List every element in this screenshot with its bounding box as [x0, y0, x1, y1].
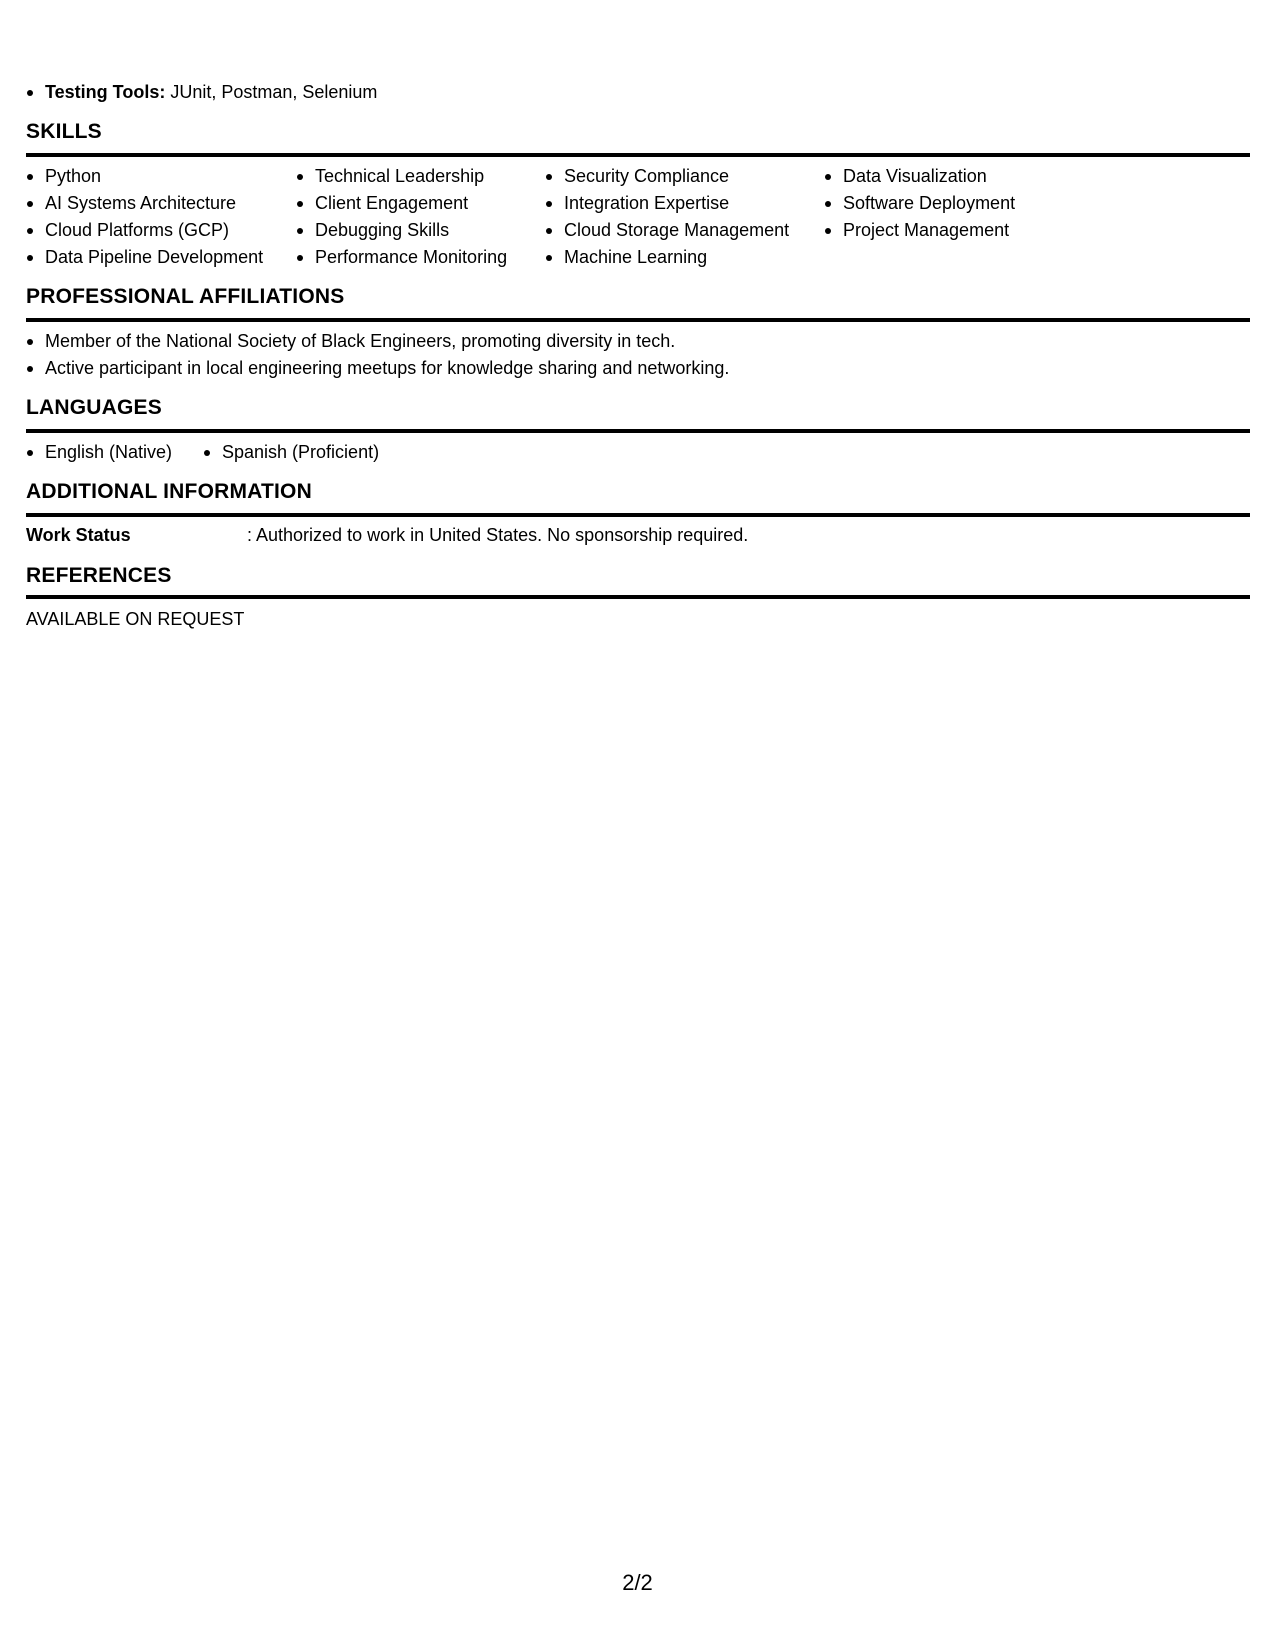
section-title-skills: SKILLS [26, 120, 102, 143]
affiliations-list [26, 328, 729, 382]
section-title-additional-information: ADDITIONAL INFORMATION [26, 480, 312, 503]
section-divider [26, 429, 1250, 433]
section-divider [26, 595, 1250, 599]
section-title-affiliations: PROFESSIONAL AFFILIATIONS [26, 285, 345, 308]
skill-item: Data Pipeline Development [26, 244, 296, 271]
language-item: English (Native) [26, 439, 203, 466]
section-title-references: REFERENCES [26, 564, 172, 587]
skill-item: Client Engagement [296, 190, 545, 217]
skill-item: Machine Learning [545, 244, 824, 271]
skill-item: Data Visualization [824, 163, 1084, 190]
skill-item: Integration Expertise [545, 190, 824, 217]
section-divider [26, 513, 1250, 517]
item-label: Testing Tools: [45, 82, 166, 102]
skill-item: AI Systems Architecture [26, 190, 296, 217]
affiliation-item: Active participant in local engineering meetups for knowledge sharing and networking. [26, 355, 729, 382]
skill-item: Cloud Platforms (GCP) [26, 217, 296, 244]
skills-column [545, 163, 824, 271]
work-status-value: : Authorized to work in United States. No sponsorship required. [247, 525, 749, 545]
skill-item: Debugging Skills [296, 217, 545, 244]
section-title-languages: LANGUAGES [26, 396, 162, 419]
skill-item: Security Compliance [545, 163, 824, 190]
list-item [26, 79, 377, 106]
skill-item: Technical Leadership [296, 163, 545, 190]
section-divider [26, 153, 1250, 157]
skill-item: Project Management [824, 217, 1084, 244]
skill-item: Performance Monitoring [296, 244, 545, 271]
item-value: JUnit, Postman, Selenium [165, 82, 378, 102]
language-item: Spanish (Proficient) [203, 439, 379, 466]
work-status-label: Work Status [26, 525, 131, 545]
affiliation-item: Member of the National Society of Black Engineers, promoting diversity in tech. [26, 328, 729, 355]
languages-list [26, 439, 379, 466]
page-number: 2/2 [622, 1570, 653, 1595]
skills-grid [26, 163, 1084, 271]
skill-item: Cloud Storage Management [545, 217, 824, 244]
skills-column [26, 163, 296, 271]
section-divider [26, 318, 1250, 322]
skills-column [296, 163, 545, 271]
technical-skills-list [26, 79, 377, 106]
skills-column [824, 163, 1084, 271]
references-text: AVAILABLE ON REQUEST [26, 609, 245, 629]
skill-item: Python [26, 163, 296, 190]
skill-item: Software Deployment [824, 190, 1084, 217]
work-status-row [26, 522, 748, 549]
